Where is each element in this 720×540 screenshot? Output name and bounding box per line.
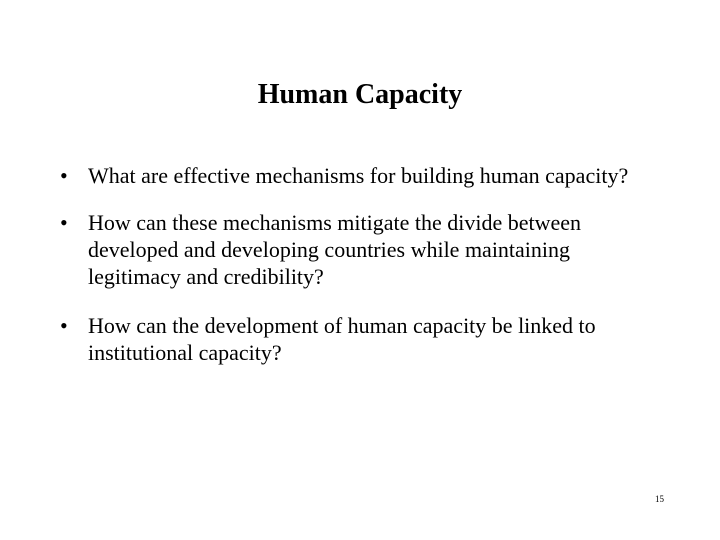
bullet-icon: • [60, 210, 68, 235]
bullet-text: How can these mechanisms mitigate the divide between developed and developing countries while maintaining legitimacy and credibility? [88, 210, 582, 289]
bullet-text: What are effective mechanisms for building human capacity? [88, 163, 629, 188]
bullet-icon: • [60, 313, 68, 338]
slide-title: Human Capacity [257, 79, 463, 110]
bullet-list [58, 162, 668, 386]
bullet-item [58, 209, 668, 290]
bullet-item [58, 162, 668, 189]
bullet-item [58, 312, 668, 366]
bullet-text: How can the development of human capacity be linked to institutional capacity? [88, 313, 596, 365]
page-number: 15 [655, 494, 664, 504]
bullet-icon: • [60, 163, 68, 188]
